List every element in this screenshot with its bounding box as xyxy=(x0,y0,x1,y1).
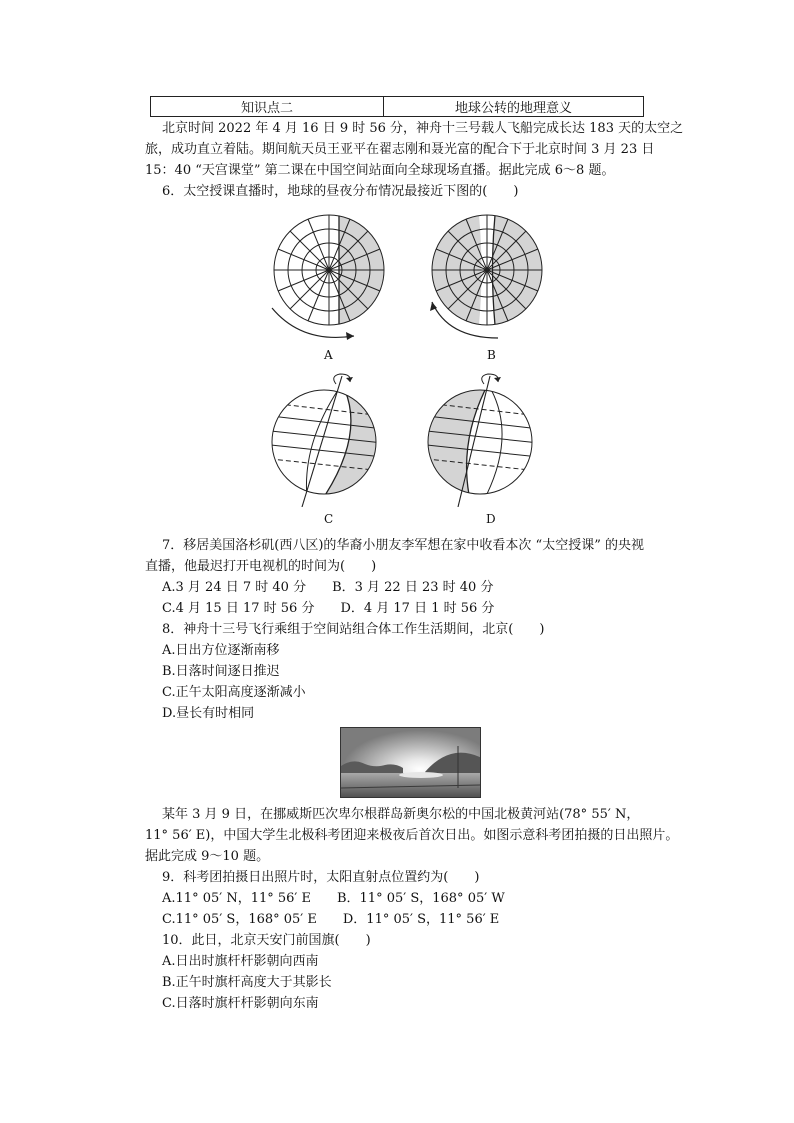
question-7-stem-line-2: 直播，他最迟打开电视机的时间为( ) xyxy=(145,559,377,574)
passage-2-line-2: 11° 56′ E)，中国大学生北极科考团迎来极夜后首次日出。如图示意科考团拍摄的日出照片。 xyxy=(145,828,679,843)
question-7-stem-line-1: 7．移居美国洛杉矶(西八区)的华裔小朋友李军想在家中收看本次 “太空授课” 的央视 xyxy=(162,538,644,553)
passage-2-line-3: 据此完成 9～10 题。 xyxy=(145,849,270,864)
question-9-stem: 9．科考团拍摄日出照片时，太阳直射点位置约为( ) xyxy=(162,870,480,885)
figure-c-globe-side-view xyxy=(262,372,392,507)
question-8-option-d: D.昼长有时相同 xyxy=(162,706,255,721)
question-7-options-line-2: C.4 月 15 日 17 时 56 分 D．4 月 17 日 1 时 56 分 xyxy=(162,601,495,616)
question-9-options-line-1: A.11° 05′ N，11° 56′ E B．11° 05′ S，168° 05′ W xyxy=(162,891,505,906)
question-8-option-a: A.日出方位逐渐南移 xyxy=(162,643,280,658)
question-8-option-b: B.日落时间逐日推迟 xyxy=(162,664,280,679)
figure-a-polar-view xyxy=(262,212,402,347)
header-cell-left: 知识点二 xyxy=(151,97,384,116)
section-header-table xyxy=(150,96,644,117)
figure-b-polar-view xyxy=(420,212,560,347)
question-10-option-b: B.正午时旗杆高度大于其影长 xyxy=(162,975,332,990)
passage-2-line-1: 某年 3 月 9 日，在挪威斯匹次卑尔根群岛新奥尔松的中国北极黄河站(78° 55′ N， xyxy=(162,807,640,822)
figure-d-label: D xyxy=(486,512,496,526)
figure-d-globe-side-view xyxy=(418,372,548,507)
sunrise-photo xyxy=(340,727,481,798)
question-7-options-line-1: A.3 月 24 日 7 时 40 分 B．3 月 22 日 23 时 40 分 xyxy=(162,580,494,595)
question-6-stem: 6．太空授课直播时，地球的昼夜分布情况最接近下图的( ) xyxy=(162,184,519,199)
intro-line-3: 15：40 “天宫课堂” 第二课在中国空间站面向全球现场直播。据此完成 6～8 题。 xyxy=(145,163,615,178)
question-8-option-c: C.正午太阳高度逐渐减小 xyxy=(162,685,306,700)
header-cell-right: 地球公转的地理意义 xyxy=(454,101,572,116)
question-10-option-c: C.日落时旗杆杆影朝向东南 xyxy=(162,996,319,1011)
intro-line-1: 北京时间 2022 年 4 月 16 日 9 时 56 分，神舟十三号载人飞船完成长达 183 天的太空之 xyxy=(162,121,684,136)
question-10-stem: 10．此日，北京天安门前国旗( ) xyxy=(162,933,371,948)
question-10-option-a: A.日出时旗杆杆影朝向西南 xyxy=(162,954,319,969)
question-8-stem: 8．神舟十三号飞行乘组于空间站组合体工作生活期间，北京( ) xyxy=(162,622,545,637)
figure-c-label: C xyxy=(324,512,334,526)
intro-line-2: 旅，成功直立着陆。期间航天员王亚平在翟志刚和聂光富的配合下于北京时间 3 月 23 日 xyxy=(145,142,655,157)
figure-b-label: B xyxy=(487,348,496,362)
figure-a-label: A xyxy=(324,348,333,362)
question-9-options-line-2: C.11° 05′ S，168° 05′ E D．11° 05′ S，11° 56′ E xyxy=(162,912,500,927)
